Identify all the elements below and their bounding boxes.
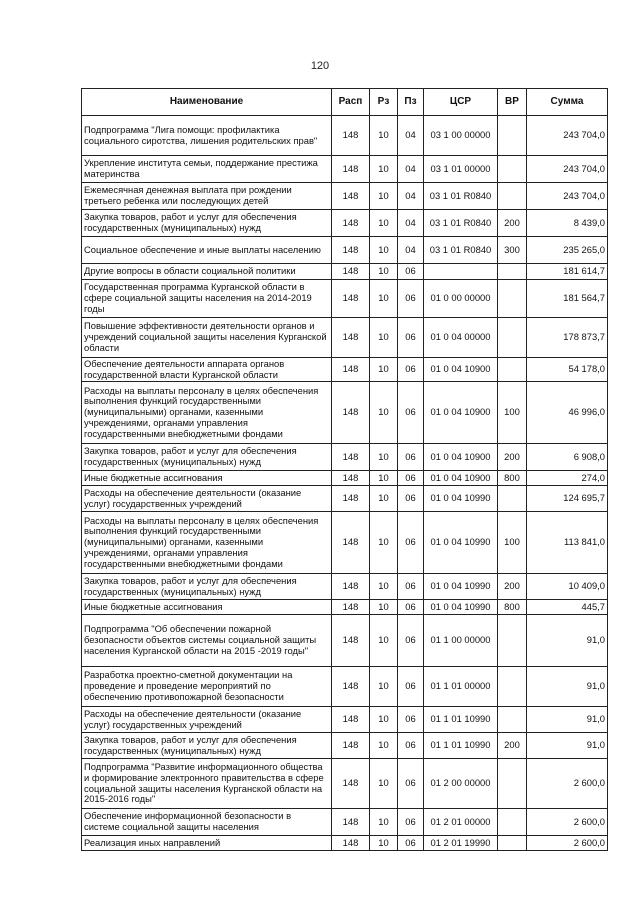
row-vr-cell xyxy=(498,707,527,733)
row-rasp-cell: 148 xyxy=(332,707,370,733)
row-csr-cell: 01 1 01 00000 xyxy=(424,667,498,707)
table-row xyxy=(82,280,608,318)
row-csr-cell xyxy=(424,264,498,280)
row-pz-cell: 06 xyxy=(398,512,424,574)
row-rasp-cell: 148 xyxy=(332,471,370,486)
row-sum-cell: 91,0 xyxy=(527,733,608,759)
row-rz-cell: 10 xyxy=(370,667,398,707)
row-sum-cell: 8 439,0 xyxy=(527,210,608,237)
column-header-name: Наименование xyxy=(82,89,332,116)
row-pz-cell: 06 xyxy=(398,264,424,280)
table-row xyxy=(82,264,608,280)
row-pz-cell: 04 xyxy=(398,237,424,264)
row-rz-cell: 10 xyxy=(370,486,398,512)
row-name-cell: Укрепление института семьи, поддержание престижа материнства xyxy=(82,156,332,183)
row-vr-cell xyxy=(498,183,527,210)
row-vr-cell: 800 xyxy=(498,600,527,615)
row-pz-cell: 06 xyxy=(398,733,424,759)
row-csr-cell: 01 2 01 00000 xyxy=(424,809,498,836)
table-row xyxy=(82,183,608,210)
row-pz-cell: 06 xyxy=(398,444,424,471)
row-pz-cell: 06 xyxy=(398,280,424,318)
row-name-cell: Закупка товаров, работ и услуг для обеспечения государственных (муниципальных) нужд xyxy=(82,444,332,471)
row-vr-cell: 800 xyxy=(498,471,527,486)
row-rasp-cell: 148 xyxy=(332,116,370,156)
row-vr-cell: 200 xyxy=(498,444,527,471)
row-vr-cell: 100 xyxy=(498,382,527,444)
row-csr-cell: 01 0 04 10990 xyxy=(424,600,498,615)
budget-table xyxy=(81,88,608,851)
table-row xyxy=(82,574,608,600)
table-row xyxy=(82,667,608,707)
row-rasp-cell: 148 xyxy=(332,183,370,210)
table-row xyxy=(82,318,608,358)
row-sum-cell: 2 600,0 xyxy=(527,809,608,836)
row-rasp-cell: 148 xyxy=(332,600,370,615)
row-csr-cell: 03 1 01 00000 xyxy=(424,156,498,183)
row-name-cell: Подпрограмма "Развитие информационного общества и формирование электронного правительства в сфере социальной защиты населения Курганской области на 2015-2016 годы" xyxy=(82,759,332,809)
row-rz-cell: 10 xyxy=(370,116,398,156)
row-sum-cell: 54 178,0 xyxy=(527,358,608,382)
row-name-cell: Государственная программа Курганской области в сфере социальной защиты населения на 2014-2019 годы xyxy=(82,280,332,318)
row-name-cell: Социальное обеспечение и иные выплаты населению xyxy=(82,237,332,264)
row-rz-cell: 10 xyxy=(370,183,398,210)
row-rz-cell: 10 xyxy=(370,809,398,836)
row-rasp-cell: 148 xyxy=(332,733,370,759)
row-rasp-cell: 148 xyxy=(332,358,370,382)
row-csr-cell: 01 0 04 10900 xyxy=(424,471,498,486)
row-sum-cell: 113 841,0 xyxy=(527,512,608,574)
row-csr-cell: 01 0 04 10990 xyxy=(424,486,498,512)
row-name-cell: Повышение эффективности деятельности органов и учреждений социальной защиты населения Курганской области xyxy=(82,318,332,358)
table-row xyxy=(82,444,608,471)
row-csr-cell: 03 1 01 R0840 xyxy=(424,237,498,264)
column-header-rasp: Расп xyxy=(332,89,370,116)
row-vr-cell: 100 xyxy=(498,512,527,574)
table-row xyxy=(82,358,608,382)
row-rasp-cell: 148 xyxy=(332,318,370,358)
row-rz-cell: 10 xyxy=(370,210,398,237)
row-rz-cell: 10 xyxy=(370,382,398,444)
row-csr-cell: 01 0 04 10990 xyxy=(424,574,498,600)
table-row xyxy=(82,486,608,512)
row-rasp-cell: 148 xyxy=(332,210,370,237)
row-rz-cell: 10 xyxy=(370,759,398,809)
table-row xyxy=(82,512,608,574)
row-vr-cell xyxy=(498,667,527,707)
row-vr-cell xyxy=(498,615,527,667)
table-row xyxy=(82,615,608,667)
column-header-rz: Рз xyxy=(370,89,398,116)
row-sum-cell: 243 704,0 xyxy=(527,183,608,210)
row-name-cell: Обеспечение информационной безопасности в системе социальной защиты населения xyxy=(82,809,332,836)
row-pz-cell: 06 xyxy=(398,486,424,512)
row-csr-cell: 01 0 04 10990 xyxy=(424,512,498,574)
row-csr-cell: 01 1 00 00000 xyxy=(424,615,498,667)
row-rz-cell: 10 xyxy=(370,358,398,382)
row-pz-cell: 06 xyxy=(398,471,424,486)
row-rz-cell: 10 xyxy=(370,471,398,486)
row-sum-cell: 181 564,7 xyxy=(527,280,608,318)
row-pz-cell: 04 xyxy=(398,210,424,237)
row-vr-cell: 200 xyxy=(498,733,527,759)
row-name-cell: Реализация иных направлений xyxy=(82,836,332,851)
row-sum-cell: 243 704,0 xyxy=(527,116,608,156)
row-rz-cell: 10 xyxy=(370,733,398,759)
table-body xyxy=(82,116,608,851)
row-csr-cell: 01 1 01 10990 xyxy=(424,707,498,733)
row-rasp-cell: 148 xyxy=(332,512,370,574)
row-vr-cell: 200 xyxy=(498,574,527,600)
row-sum-cell: 91,0 xyxy=(527,667,608,707)
table-row xyxy=(82,156,608,183)
row-sum-cell: 10 409,0 xyxy=(527,574,608,600)
table-row xyxy=(82,733,608,759)
row-sum-cell: 124 695,7 xyxy=(527,486,608,512)
row-rasp-cell: 148 xyxy=(332,759,370,809)
row-sum-cell: 2 600,0 xyxy=(527,836,608,851)
row-rz-cell: 10 xyxy=(370,574,398,600)
row-rz-cell: 10 xyxy=(370,444,398,471)
row-vr-cell xyxy=(498,280,527,318)
row-pz-cell: 06 xyxy=(398,667,424,707)
row-sum-cell: 445,7 xyxy=(527,600,608,615)
table-row xyxy=(82,600,608,615)
row-rasp-cell: 148 xyxy=(332,486,370,512)
row-name-cell: Другие вопросы в области социальной политики xyxy=(82,264,332,280)
table-header-row xyxy=(82,89,608,116)
row-csr-cell: 01 0 04 00000 xyxy=(424,318,498,358)
row-rz-cell: 10 xyxy=(370,836,398,851)
row-rasp-cell: 148 xyxy=(332,809,370,836)
row-name-cell: Подпрограмма "Лига помощи: профилактика социального сиротства, лишения родительских прав" xyxy=(82,116,332,156)
row-name-cell: Разработка проектно-сметной документации на проведение и проведение мероприятий по обеспечению противопожарной безопасности xyxy=(82,667,332,707)
row-pz-cell: 06 xyxy=(398,574,424,600)
row-vr-cell xyxy=(498,264,527,280)
column-header-pz: Пз xyxy=(398,89,424,116)
row-csr-cell: 03 1 01 R0840 xyxy=(424,183,498,210)
row-sum-cell: 6 908,0 xyxy=(527,444,608,471)
row-sum-cell: 2 600,0 xyxy=(527,759,608,809)
row-rz-cell: 10 xyxy=(370,237,398,264)
row-csr-cell: 01 1 01 10990 xyxy=(424,733,498,759)
row-vr-cell xyxy=(498,836,527,851)
row-pz-cell: 06 xyxy=(398,358,424,382)
row-pz-cell: 06 xyxy=(398,809,424,836)
row-vr-cell xyxy=(498,486,527,512)
table-row xyxy=(82,471,608,486)
row-pz-cell: 04 xyxy=(398,116,424,156)
row-sum-cell: 46 996,0 xyxy=(527,382,608,444)
row-vr-cell: 300 xyxy=(498,237,527,264)
row-rz-cell: 10 xyxy=(370,512,398,574)
row-csr-cell: 01 0 04 10900 xyxy=(424,382,498,444)
table-row xyxy=(82,707,608,733)
row-rz-cell: 10 xyxy=(370,280,398,318)
table-row xyxy=(82,382,608,444)
row-pz-cell: 06 xyxy=(398,382,424,444)
row-pz-cell: 06 xyxy=(398,759,424,809)
row-vr-cell: 200 xyxy=(498,210,527,237)
row-csr-cell: 01 2 00 00000 xyxy=(424,759,498,809)
row-rz-cell: 10 xyxy=(370,615,398,667)
row-rasp-cell: 148 xyxy=(332,836,370,851)
row-rz-cell: 10 xyxy=(370,318,398,358)
row-sum-cell: 178 873,7 xyxy=(527,318,608,358)
row-rasp-cell: 148 xyxy=(332,667,370,707)
row-name-cell: Иные бюджетные ассигнования xyxy=(82,600,332,615)
row-name-cell: Подпрограмма "Об обеспечении пожарной безопасности объектов системы социальной защиты населения Курганской области на 2015 -2019 годы" xyxy=(82,615,332,667)
row-rasp-cell: 148 xyxy=(332,382,370,444)
column-header-csr: ЦСР xyxy=(424,89,498,116)
row-rasp-cell: 148 xyxy=(332,280,370,318)
table-row xyxy=(82,210,608,237)
row-rz-cell: 10 xyxy=(370,156,398,183)
table-row xyxy=(82,237,608,264)
table-row xyxy=(82,836,608,851)
row-pz-cell: 06 xyxy=(398,707,424,733)
row-name-cell: Расходы на обеспечение деятельности (оказание услуг) государственных учреждений xyxy=(82,707,332,733)
row-rz-cell: 10 xyxy=(370,264,398,280)
row-name-cell: Закупка товаров, работ и услуг для обеспечения государственных (муниципальных) нужд xyxy=(82,210,332,237)
row-pz-cell: 04 xyxy=(398,156,424,183)
row-name-cell: Расходы на выплаты персоналу в целях обеспечения выполнения функций государственными (муниципальными) органами, казенными учреждениями, органами управления государственными внебюджетными фондами xyxy=(82,512,332,574)
row-vr-cell xyxy=(498,809,527,836)
row-vr-cell xyxy=(498,116,527,156)
column-header-vr: ВР xyxy=(498,89,527,116)
row-rasp-cell: 148 xyxy=(332,444,370,471)
row-pz-cell: 06 xyxy=(398,600,424,615)
page-number: 120 xyxy=(310,60,330,72)
row-vr-cell xyxy=(498,358,527,382)
row-name-cell: Иные бюджетные ассигнования xyxy=(82,471,332,486)
row-pz-cell: 04 xyxy=(398,183,424,210)
row-sum-cell: 181 614,7 xyxy=(527,264,608,280)
row-rasp-cell: 148 xyxy=(332,615,370,667)
row-vr-cell xyxy=(498,759,527,809)
row-sum-cell: 235 265,0 xyxy=(527,237,608,264)
row-name-cell: Обеспечение деятельности аппарата органов государственной власти Курганской области xyxy=(82,358,332,382)
table-row xyxy=(82,759,608,809)
table-row xyxy=(82,116,608,156)
row-pz-cell: 06 xyxy=(398,318,424,358)
row-csr-cell: 01 2 01 19990 xyxy=(424,836,498,851)
row-rz-cell: 10 xyxy=(370,707,398,733)
row-name-cell: Закупка товаров, работ и услуг для обеспечения государственных (муниципальных) нужд xyxy=(82,733,332,759)
row-sum-cell: 243 704,0 xyxy=(527,156,608,183)
row-csr-cell: 03 1 00 00000 xyxy=(424,116,498,156)
row-pz-cell: 06 xyxy=(398,836,424,851)
row-vr-cell xyxy=(498,156,527,183)
row-sum-cell: 274,0 xyxy=(527,471,608,486)
row-csr-cell: 01 0 04 10900 xyxy=(424,358,498,382)
row-rz-cell: 10 xyxy=(370,600,398,615)
column-header-sum: Сумма xyxy=(527,89,608,116)
row-rasp-cell: 148 xyxy=(332,264,370,280)
row-vr-cell xyxy=(498,318,527,358)
row-rasp-cell: 148 xyxy=(332,156,370,183)
row-pz-cell: 06 xyxy=(398,615,424,667)
row-name-cell: Ежемесячная денежная выплата при рождении третьего ребенка или последующих детей xyxy=(82,183,332,210)
row-name-cell: Закупка товаров, работ и услуг для обеспечения государственных (муниципальных) нужд xyxy=(82,574,332,600)
row-rasp-cell: 148 xyxy=(332,574,370,600)
row-csr-cell: 01 0 04 10900 xyxy=(424,444,498,471)
row-rasp-cell: 148 xyxy=(332,237,370,264)
row-csr-cell: 01 0 00 00000 xyxy=(424,280,498,318)
row-sum-cell: 91,0 xyxy=(527,707,608,733)
row-csr-cell: 03 1 01 R0840 xyxy=(424,210,498,237)
row-sum-cell: 91,0 xyxy=(527,615,608,667)
table-row xyxy=(82,809,608,836)
row-name-cell: Расходы на обеспечение деятельности (оказание услуг) государственных учреждений xyxy=(82,486,332,512)
row-name-cell: Расходы на выплаты персоналу в целях обеспечения выполнения функций государственными (муниципальными) органами, казенными учреждениями, органами управления государственными внебюджетными фондами xyxy=(82,382,332,444)
